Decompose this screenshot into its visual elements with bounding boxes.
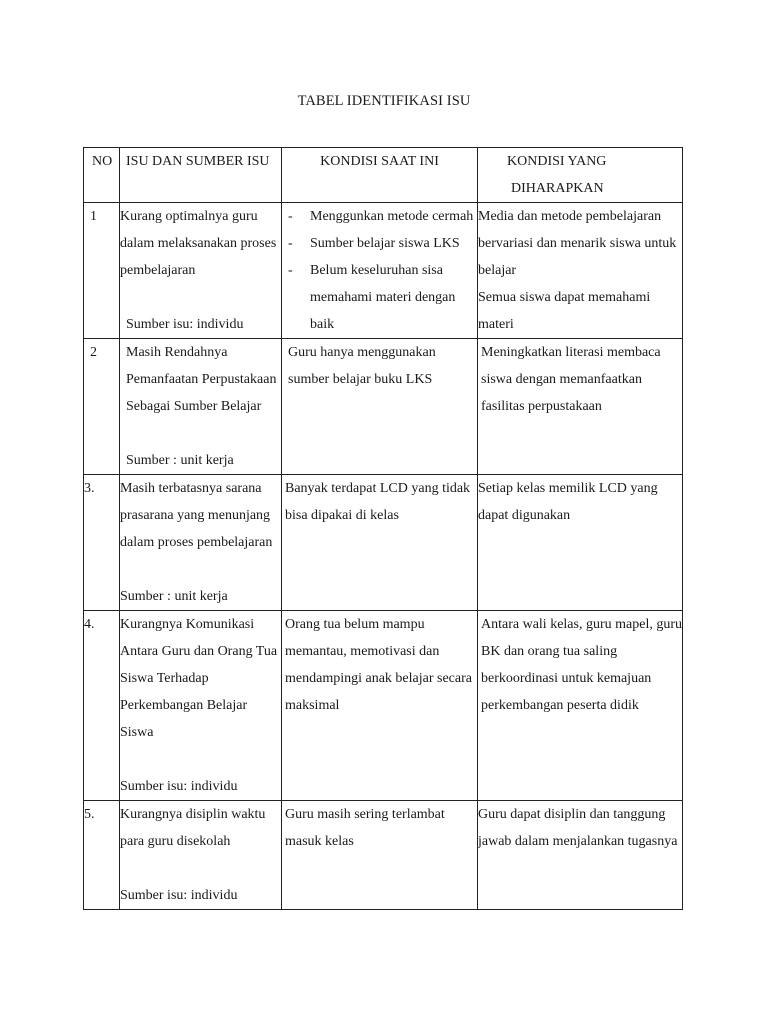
header-issue-source: ISU DAN SUMBER ISU (120, 148, 282, 203)
current-text: Guru hanya menggunakan sumber belajar buku LKS (288, 345, 436, 387)
list-item: - Belum keseluruhan sisa memahami materi dengan baik (282, 257, 477, 338)
issue-cell (120, 339, 282, 475)
current-condition-cell (282, 801, 478, 910)
expected-condition-cell (478, 203, 683, 339)
current-text: Banyak terdapat LCD yang tidak bisa dipakai di kelas (285, 481, 471, 523)
current-text: Orang tua belum mampu memantau, memotivasi dan mendampingi anak belajar secara maksimal (285, 617, 472, 713)
issue-text: Kurangnya disiplin waktu para guru disekolah (120, 807, 266, 849)
expected-condition-cell (478, 475, 683, 611)
expected-condition-cell (478, 611, 683, 801)
issue-source: Sumber isu: individu (126, 317, 244, 332)
issue-identification-table (83, 147, 683, 910)
table-row (84, 203, 683, 339)
row-number: 5. (84, 801, 120, 910)
header-expected-line-1: KONDISI YANG (507, 154, 607, 169)
table-row (84, 475, 683, 611)
issue-cell (120, 801, 282, 910)
current-condition-cell (282, 611, 478, 801)
table-row (84, 801, 683, 910)
header-expected-line-2: DIHARAPKAN (511, 181, 604, 196)
issue-cell (120, 475, 282, 611)
current-text: Guru masih sering terlambat masuk kelas (285, 807, 445, 849)
issue-cell (120, 611, 282, 801)
list-item: - Sumber belajar siswa LKS (282, 230, 477, 257)
expected-text: Media dan metode pembelajaran bervariasi dan menarik siswa untuk belajar (478, 209, 677, 278)
current-condition-cell (282, 203, 478, 339)
issue-text: Masih Rendahnya Pemanfaatan Perpustakaan Sebagai Sumber Belajar (126, 345, 277, 414)
issue-text: Kurangnya Komunikasi Antara Guru dan Orang Tua Siswa Terhadap Perkembangan Belajar Siswa (120, 617, 278, 740)
table-row (84, 339, 683, 475)
header-expected-condition (478, 148, 683, 203)
expected-text: Setiap kelas memilik LCD yang dapat digunakan (478, 481, 658, 523)
expected-text: Meningkatkan literasi membaca siswa dengan memanfaatkan fasilitas perpustakaan (481, 345, 661, 414)
issue-cell (120, 203, 282, 339)
expected-text: Guru dapat disiplin dan tanggung jawab dalam menjalankan tugasnya (478, 807, 678, 849)
list-item: - Menggunkan metode cermah (282, 203, 477, 230)
issue-text: Masih terbatasnya sarana prasarana yang menunjang dalam proses pembelajaran (120, 481, 273, 550)
current-condition-list (282, 203, 477, 338)
current-condition-cell (282, 339, 478, 475)
expected-text: Antara wali kelas, guru mapel, guru BK dan orang tua saling berkoordinasi untuk kemajuan perkembangan peserta didik (481, 617, 682, 713)
issue-source: Sumber isu: individu (120, 888, 238, 903)
expected-text: Semua siswa dapat memahami materi (478, 290, 651, 332)
header-no: NO (84, 148, 120, 203)
header-current-condition: KONDISI SAAT INI (282, 148, 478, 203)
issue-text: Kurang optimalnya guru dalam melaksanakan proses pembelajaran (120, 209, 277, 278)
issue-source: Sumber isu: individu (120, 779, 238, 794)
issue-source: Sumber : unit kerja (126, 453, 234, 468)
row-number: 2 (84, 339, 120, 475)
current-condition-cell (282, 475, 478, 611)
table-row (84, 611, 683, 801)
expected-condition-cell (478, 339, 683, 475)
row-number: 4. (84, 611, 120, 801)
issue-source: Sumber : unit kerja (120, 589, 228, 604)
expected-condition-cell (478, 801, 683, 910)
table-header-row (84, 148, 683, 203)
row-number: 1 (84, 203, 120, 339)
row-number: 3. (84, 475, 120, 611)
document-title: TABEL IDENTIFIKASI ISU (297, 93, 471, 109)
